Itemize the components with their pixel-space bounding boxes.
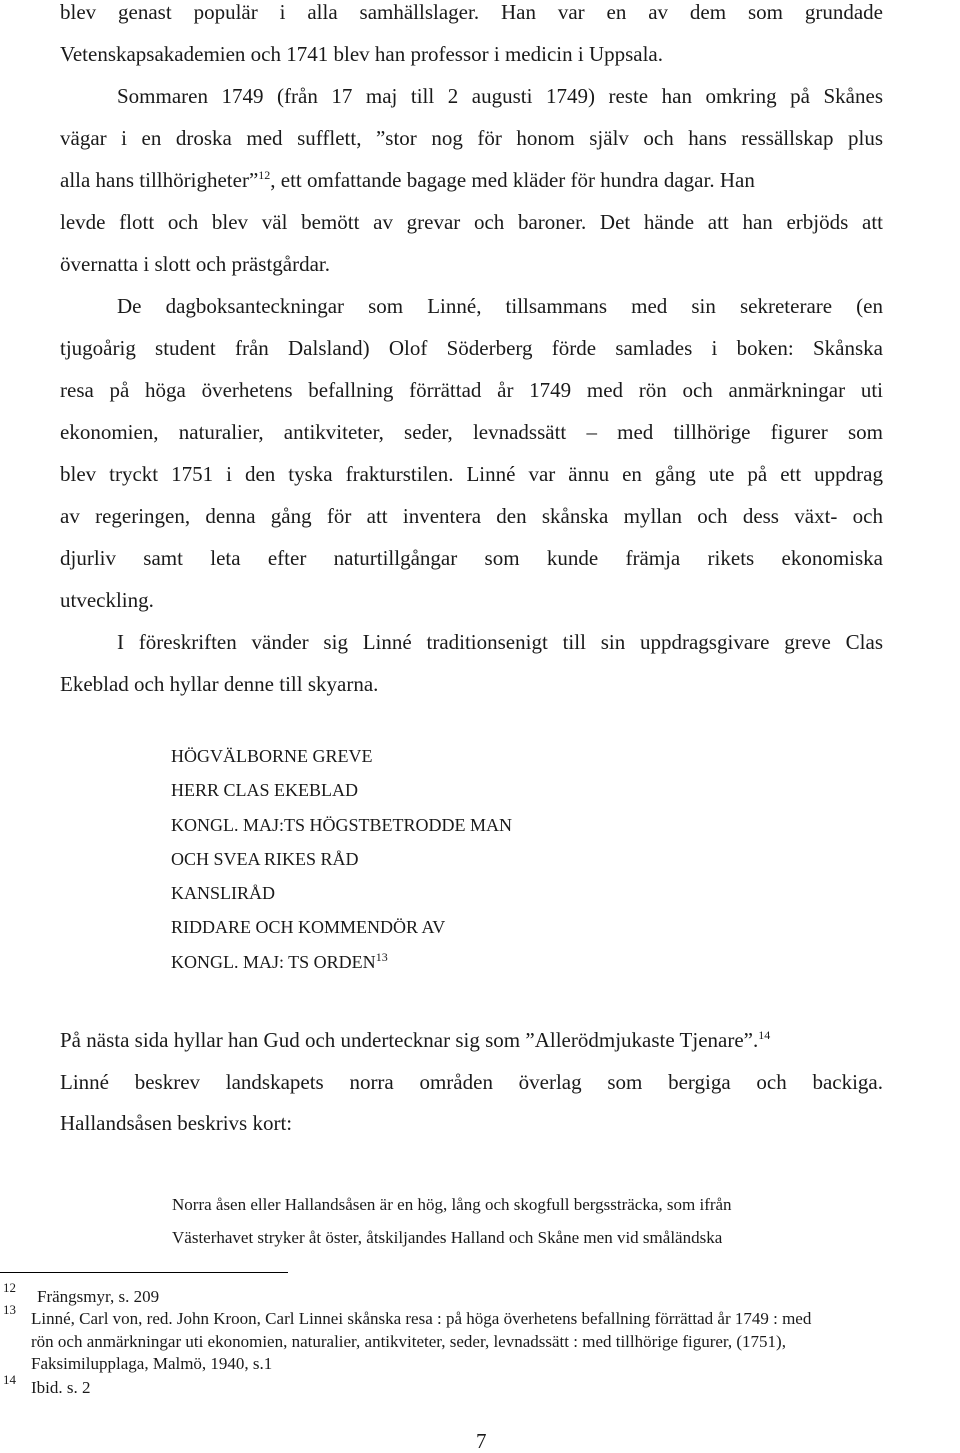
body-line: Ekeblad och hyllar denne till skyarna. — [60, 672, 379, 696]
body-line: Vetenskapsakademien och 1741 blev han professor i medicin i Uppsala. — [60, 42, 664, 66]
footnote-ref-13: 13 — [375, 950, 388, 964]
body-line: djurliv samt leta efter naturtillgångar som kunde främja rikets ekonomiska — [60, 546, 883, 570]
quote-line: Västerhavet stryker åt öster, åtskiljandes Halland och Skåne men vid småländska — [172, 1228, 723, 1247]
body-line — [60, 168, 883, 192]
body-text: alla hans tillhörigheter” — [60, 168, 259, 192]
body-line: De dagboksanteckningar som Linné, tillsammans med sin sekreterare (en — [117, 294, 883, 318]
body-line: ekonomien, naturalier, antikviteter, seder, levnadssätt – med tillhörige figurer som — [60, 420, 883, 444]
dedication-text: KONGL. MAJ: TS ORDEN — [171, 952, 376, 972]
quote-line: Norra åsen eller Hallandsåsen är en hög, lång och skogfull bergssträcka, som ifrån — [172, 1195, 732, 1214]
page-number: 7 — [476, 1429, 487, 1453]
body-line: I föreskriften vänder sig Linné traditionsenigt till sin uppdragsgivare greve Clas — [117, 630, 883, 654]
body-line: resa på höga överhetens befallning förrättad år 1749 med rön och anmärkningar uti — [60, 378, 883, 402]
body-line: vägar i en droska med sufflett, ”stor nog för honom själv och hans ressällskap plus — [60, 126, 883, 150]
dedication-line: KANSLIRÅD — [171, 883, 276, 903]
body-line: utveckling. — [60, 588, 154, 612]
body-line: tjugoårig student från Dalsland) Olof Söderberg förde samlades i boken: Skånska — [60, 336, 883, 360]
footnote-text: Linné, Carl von, red. John Kroon, Carl Linnei skånska resa : på höga överhetens befallning förrättad år 1749 : med — [31, 1309, 812, 1328]
body-line: blev genast populär i alla samhällslager. Han var en av dem som grundade — [60, 0, 883, 24]
footnote-number: 12 — [3, 1280, 16, 1295]
dedication-line: RIDDARE OCH KOMMENDÖR AV — [171, 917, 446, 937]
body-line: blev tryckt 1751 i den tyska frakturstilen. Linné var ännu en gång ute på ett uppdrag — [60, 462, 883, 486]
body-line: övernatta i slott och prästgårdar. — [60, 252, 330, 276]
footnote-separator — [0, 1272, 288, 1273]
footnote-ref-12: 12 — [258, 168, 271, 182]
dedication-line — [171, 951, 388, 973]
body-line — [60, 1028, 883, 1052]
body-text: , ett omfattande bagage med kläder för hundra dagar. Han — [270, 168, 755, 192]
dedication-line: HÖGVÄLBORNE GREVE — [171, 746, 373, 766]
body-line: Sommaren 1749 (från 17 maj till 2 augusti 1749) reste han omkring på Skånes — [117, 84, 883, 108]
body-line: av regeringen, denna gång för att inventera den skånska myllan och dess växt- och — [60, 504, 883, 528]
footnote-number: 14 — [3, 1372, 16, 1387]
body-line: Linné beskrev landskapets norra områden överlag som bergiga och backiga. — [60, 1070, 883, 1094]
footnote-number: 13 — [3, 1302, 16, 1317]
footnote-ref-14: 14 — [758, 1028, 771, 1042]
footnote-text: Ibid. s. 2 — [31, 1378, 91, 1397]
body-line: Hallandsåsen beskrivs kort: — [60, 1111, 293, 1135]
body-line: levde flott och blev väl bemött av grevar och baroner. Det hände att han erbjöds att — [60, 210, 883, 234]
footnote-text: Frängsmyr, s. 209 — [37, 1287, 160, 1306]
dedication-line: KONGL. MAJ:TS HÖGSTBETRODDE MAN — [171, 815, 513, 835]
footnote-text: Faksimilupplaga, Malmö, 1940, s.1 — [31, 1354, 273, 1373]
dedication-line: OCH SVEA RIKES RÅD — [171, 849, 359, 869]
footnote-text: rön och anmärkningar uti ekonomien, naturalier, antikviteter, seder, levnadssätt : med tillhörige figurer, (1751), — [31, 1332, 786, 1351]
body-text: På nästa sida hyllar han Gud och undertecknar sig som ”Allerödmjukaste Tjenare”. — [60, 1028, 759, 1052]
dedication-line: HERR CLAS EKEBLAD — [171, 780, 359, 800]
